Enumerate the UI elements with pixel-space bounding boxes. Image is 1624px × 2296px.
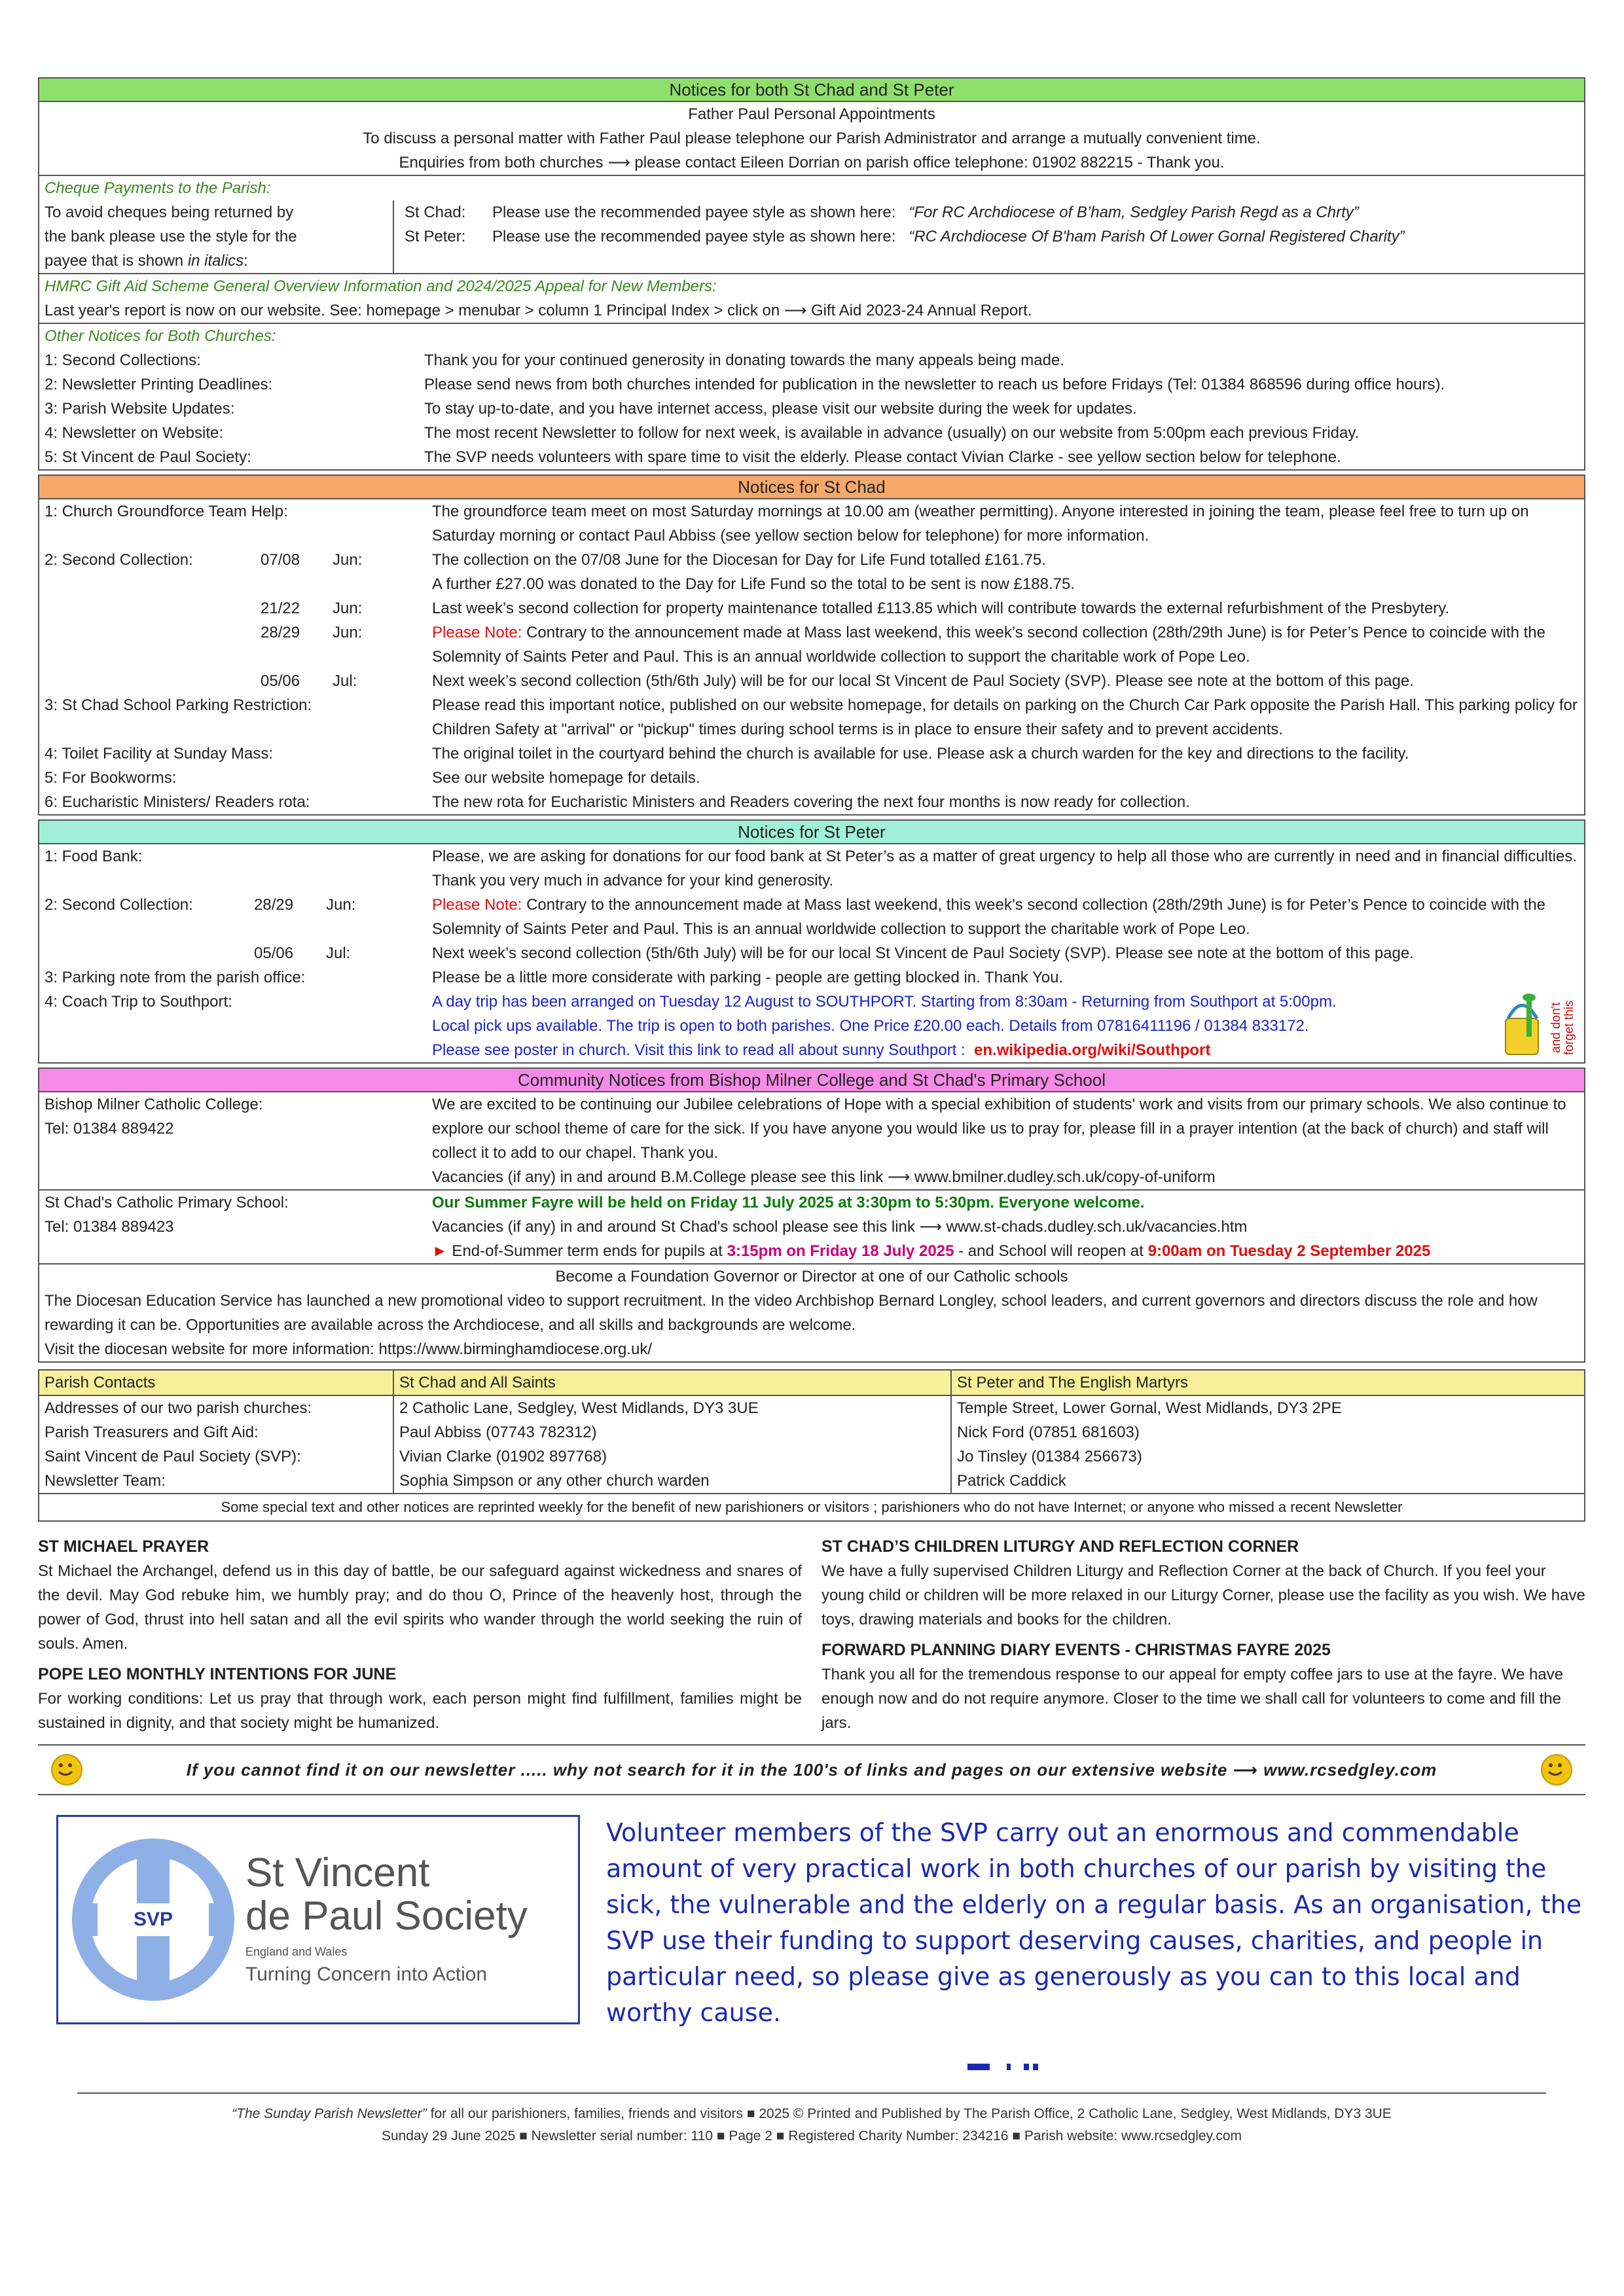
chad-school-section [39, 1191, 1584, 1265]
collection-month: Jun: [333, 551, 363, 569]
peter-collection-2 [39, 941, 1584, 965]
cheque-intro-line: payee that is shown in italics: [45, 252, 248, 270]
chad-collection-1 [39, 548, 1584, 596]
contact-label: Newsletter Team: [45, 1472, 166, 1490]
diocese-website-link[interactable]: Visit the diocesan website for more information: https://www.birminghamdiocese.org.uk/ [45, 1340, 652, 1358]
footer-newsletter-name: “The Sunday Parish Newsletter” [232, 2106, 427, 2121]
svp-logo-sub: England and Wales [245, 1945, 348, 1958]
milner-section [39, 1092, 1584, 1191]
cheque-section [39, 176, 1584, 274]
other-notice-label: 4: Newsletter on Website: [45, 424, 224, 442]
liturgy-corner-title: ST CHAD’S CHILDREN LITURGY AND REFLECTION CORNER [821, 1537, 1299, 1556]
chad-rota-text: The new rota for Eucharistic Ministers and Readers covering the next four months is now ready for collection. [432, 793, 1190, 811]
collection-text [432, 620, 1584, 669]
chad-school-contact [39, 1191, 432, 1263]
pope-intentions-text: For working conditions: Let us pray that through work, each person might find fulfillment, families might be sustained in dignity, and that society might be humanized. [38, 1690, 802, 1732]
collection-text: A further £27.00 was donated to the Day for Life Fund so the total to be sent is now £188.75. [432, 575, 1075, 593]
contact-chad: Sophia Simpson or any other church warden [393, 1469, 950, 1493]
left-column [38, 1535, 802, 1735]
chad-school-tel: Tel: 01384 889423 [45, 1218, 174, 1236]
svp-logo-line: St Vincent [245, 1850, 430, 1895]
milner-text-block [432, 1092, 1584, 1189]
chad-vacancies-link[interactable]: Vacancies (if any) in and around St Chad's school please see this link ⟶ www.st-chads.dudley.sch.uk/vacancies.htm [432, 1218, 1248, 1236]
both-churches-box [38, 77, 1585, 471]
other-notice-text: The SVP needs volunteers with spare time to visit the elderly. Please contact Vivian Clarke - see yellow section below for telephone. [424, 448, 1341, 466]
collection-date: 05/06 [261, 672, 300, 690]
payee-peter-label: St Peter: [405, 228, 466, 245]
chad-collection-title: 2: Second Collection: [45, 551, 193, 569]
chad-groundforce-label: 1: Church Groundforce Team Help: [45, 503, 288, 520]
st-chad-header: Notices for St Chad [39, 476, 1584, 499]
peter-parking [39, 965, 1584, 990]
other-notice-label: 3: Parish Website Updates: [45, 400, 235, 418]
chad-rota [39, 790, 1584, 814]
collection-text: Last week’s second collection for property maintenance totalled £113.85 which will contribute towards the external refurbishment of the Presbytery. [432, 600, 1450, 617]
svp-cross-icon [71, 1838, 235, 2001]
other-notice-text: To stay up-to-date, and you have internet access, please visit our website during the week for updates. [424, 400, 1137, 418]
smiley-icon [51, 1754, 82, 1785]
newsletter-page [38, 77, 1585, 2147]
contact-peter: Patrick Caddick [950, 1469, 1584, 1493]
svp-section [38, 1815, 1585, 2031]
chad-collection-label [39, 548, 432, 596]
chad-school-text-block [432, 1191, 1584, 1263]
term-end-date: 3:15pm on Friday 18 July 2025 [727, 1242, 954, 1260]
coach-line: A day trip has been arranged on Tuesday 12 August to SOUTHPORT. Starting from 8:30am - Returning from Southport at 5:00pm. [432, 993, 1337, 1011]
community-box [38, 1067, 1585, 1363]
other-notice-row [39, 445, 1584, 469]
cheque-intro-line: To avoid cheques being returned by [45, 204, 294, 221]
footer-line-1 [77, 2103, 1546, 2125]
governor-section [39, 1265, 1584, 1361]
svp-badge: SVP [133, 1909, 173, 1930]
chad-toilet [39, 742, 1584, 766]
st-peter-box [38, 819, 1585, 1064]
svp-appeal-text: Volunteer members of the SVP carry out an enormous and commendable amount of very practical work in both churches of our parish by visiting the sick, the vulnerable and the elderly on a regular basis. As an organisation, the SVP use their funding to support deserving causes, charities, and people in particular need, so please give as generously as you can to this local and worthy cause. [606, 1818, 1582, 2027]
diary-events-text: Thank you all for the tremendous response to our appeal for empty coffee jars to use at the fayre. We have enough now and do not require anymore. Closer to the time we shall call for volunteers to come and fill the jars. [821, 1666, 1564, 1732]
term-reopen-date: 9:00am on Tuesday 2 September 2025 [1147, 1242, 1431, 1260]
contact-label: Saint Vincent de Paul Society (SVP): [45, 1448, 301, 1465]
chad-collection-label [39, 596, 432, 620]
svp-logo [56, 1815, 580, 2024]
collection-date: 21/22 [261, 600, 300, 617]
southport-link[interactable]: en.wikipedia.org/wiki/Southport [974, 1041, 1211, 1059]
peter-collection-label [39, 893, 432, 941]
other-notice-label: 1: Second Collections: [45, 351, 201, 369]
peter-parking-label: 3: Parking note from the parish office: [45, 969, 306, 986]
payee-peter-text: Please use the recommended payee style as shown here: [492, 228, 896, 245]
chad-rota-label: 6: Eucharistic Ministers/ Readers rota: [45, 793, 310, 811]
contacts-header-peter: St Peter and The English Martyrs [950, 1371, 1584, 1396]
peter-collection-1 [39, 893, 1584, 941]
pope-intentions-title: POPE LEO MONTHLY INTENTIONS FOR JUNE [38, 1665, 397, 1683]
coach-link-intro: Please see poster in church. Visit this link to read all about sunny Southport : [432, 1041, 965, 1059]
cheque-intro [39, 200, 393, 273]
community-header: Community Notices from Bishop Milner College and St Chad's Primary School [39, 1069, 1584, 1092]
coach-line [432, 1038, 1473, 1062]
contact-chad: 2 Catholic Lane, Sedgley, West Midlands, DY3 3UE [393, 1396, 950, 1420]
reprint-note: Some special text and other notices are reprinted weekly for the benefit of new parishioners or visitors ; parishioners who do not have Internet; or anyone who missed a recent Newsletter [39, 1493, 1584, 1520]
collection-date: 07/08 [261, 551, 300, 569]
beach-bucket-icon [1500, 992, 1547, 1058]
payee-chad-style: “For RC Archdiocese of B’ham, Sedgley Parish Regd as a Chrty” [909, 204, 1359, 221]
appointments-section [39, 102, 1584, 176]
both-churches-header: Notices for both St Chad and St Peter [39, 79, 1584, 102]
contact-peter: Temple Street, Lower Gornal, West Midlands, DY3 2PE [950, 1396, 1584, 1420]
decorative-fragment [38, 2031, 1585, 2083]
contacts-header: Parish Contacts [39, 1371, 393, 1396]
dont-forget-note: and don't forget this [1549, 1000, 1576, 1055]
michael-prayer-title: ST MICHAEL PRAYER [38, 1537, 209, 1556]
collection-text: Next week’s second collection (5th/6th July) will be for our local St Vincent de Paul Society (SVP). Please see note at the bottom of this page. [432, 944, 1414, 962]
milner-text: We are excited to be continuing our Jubilee celebrations of Hope with a special exhibition of students' work and visits from our primary schools. We also continue to explore our school theme of care for the sick. If you have anyone you would like us to pray for, please fill in a prayer intention (at the back of church) and staff will collect it to add to our chapel. Thank you. [432, 1096, 1566, 1162]
liturgy-corner-text: We have a fully supervised Children Liturgy and Reflection Corner at the back of Church. If you feel your young child or children will be more relaxed in our Liturgy Corner, please use the facility as you wish. We have toys, drawing materials and books for the children. [821, 1562, 1585, 1628]
parish-contacts-table [38, 1369, 1585, 1522]
chad-toilet-label: 4: Toilet Facility at Sunday Mass: [45, 745, 274, 762]
other-notice-text: Please send news from both churches intended for publication in the newsletter to reach us before Fridays (Tel: 01384 868596 during office hours). [424, 376, 1445, 393]
svp-logo-line: de Paul Society [245, 1893, 528, 1939]
collection-month: Jul: [326, 944, 351, 962]
chad-books-label: 5: For Bookworms: [45, 769, 177, 787]
smiley-icon [1541, 1754, 1572, 1785]
chad-books [39, 766, 1584, 790]
gift-aid-title: HMRC Gift Aid Scheme General Overview Information and 2024/2025 Appeal for New Members: [45, 278, 717, 295]
chad-collection-label [39, 620, 432, 669]
other-notice-text: The most recent Newsletter to follow for next week, is available in advance (usually) on our website from 5:00pm each previous Friday. [424, 424, 1360, 442]
other-notice-row [39, 397, 1584, 421]
gift-aid-section [39, 274, 1584, 324]
peter-collection-label [39, 941, 432, 965]
peter-coach-label: 4: Coach Trip to Southport: [45, 993, 232, 1011]
contacts-grid [39, 1371, 1584, 1493]
appointments-enquiries: Enquiries from both churches ⟶ please contact Eileen Dorrian on parish office telephone: 01902 882215 - Thank you. [399, 154, 1225, 171]
chad-collection-4 [39, 669, 1584, 693]
search-banner [38, 1744, 1585, 1795]
collection-date: 28/29 [261, 624, 300, 641]
payee-peter-style: “RC Archdiocese Of B'ham Parish Of Lower Gornal Registered Charity” [909, 228, 1405, 245]
footer [77, 2092, 1546, 2147]
cheque-intro-text: payee that is shown [45, 252, 184, 270]
chad-school-name: St Chad's Catholic Primary School: [45, 1194, 289, 1211]
appointments-line: To discuss a personal matter with Father Paul please telephone our Parish Administrator and arrange a mutually convenient time. [363, 130, 1261, 147]
milner-name: Bishop Milner Catholic College: [45, 1096, 263, 1113]
cheque-title: Cheque Payments to the Parish: [45, 179, 271, 197]
peter-collection-title: 2: Second Collection: [45, 896, 193, 914]
michael-prayer-text: St Michael the Archangel, defend us in this day of battle, be our safeguard against wickedness and snares of the devil. May God rebuke him, we humbly pray; and do thou O, Prince of the heavenly host, through the power of God, thrust into hell satan and all the evil spirits who wander through the world seeking the ruin of souls. Amen. [38, 1562, 802, 1653]
payee-chad-label: St Chad: [405, 204, 466, 221]
peter-food-label: 1: Food Bank: [45, 848, 143, 865]
please-note: Please Note: [432, 896, 522, 914]
milner-vacancies-link[interactable]: Vacancies (if any) in and around B.M.College please see this link ⟶ www.bmilner.dudley.sch.uk/copy-of-uniform [432, 1168, 1216, 1186]
collection-note-text: Contrary to the announcement made at Mass last weekend, this week’s second collection (28th/29th June) is for Peter’s Pence to coincide with the Solemnity of Saints Peter and Paul. This is an annual worldwide collection to support the charitable work of Pope Leo. [432, 896, 1545, 938]
payee-peter [405, 224, 1579, 249]
other-notice-row [39, 348, 1584, 372]
term-dates [432, 1239, 1579, 1263]
other-notice-row [39, 372, 1584, 397]
chad-toilet-text: The original toilet in the courtyard behind the church is available for use. Please ask a church warden for the key and directions to the facility. [432, 745, 1409, 762]
milner-tel: Tel: 01384 889422 [45, 1120, 174, 1138]
summer-fayre-notice: Our Summer Fayre will be held on Friday 11 July 2025 at 3:30pm to 5:30pm. Everyone welcome. [432, 1194, 1145, 1211]
collection-date: 05/06 [254, 944, 294, 962]
st-peter-header: Notices for St Peter [39, 821, 1584, 844]
collection-month: Jul: [333, 672, 357, 690]
contact-peter: Nick Ford (07851 681603) [950, 1420, 1584, 1444]
collection-month: Jun: [333, 624, 363, 641]
other-notices-title: Other Notices for Both Churches: [45, 327, 276, 345]
bottom-columns [38, 1535, 1585, 1735]
collection-text [432, 893, 1584, 941]
collection-text: Next week’s second collection (5th/6th July) will be for our local St Vincent de Paul Society (SVP). Please see note at the bottom of this page. [432, 672, 1414, 690]
svp-logo-tagline: Turning Concern into Action [245, 1964, 488, 1985]
chad-parking [39, 693, 1584, 742]
gift-aid-text: Last year's report is now on our website. See: homepage > menubar > column 1 Principal Index > click on ⟶ Gift Aid 2023-24 Annual Report. [45, 302, 1032, 319]
search-banner-text: If you cannot find it on our newsletter ..... why not search for it in the 100's of links and pages on our extensive website ⟶ www.rcsedgley.com [186, 1759, 1437, 1780]
milner-contact [39, 1092, 432, 1189]
chad-groundforce [39, 499, 1584, 548]
collection-text: The collection on the 07/08 June for the Diocesan for Day for Life Fund totalled £161.75. [432, 551, 1046, 569]
term-text: End-of-Summer term ends for pupils at [447, 1242, 727, 1260]
peter-parking-text: Please be a little more considerate with parking - people are getting blocked in. Thank You. [432, 969, 1064, 986]
contact-label: Addresses of our two parish churches: [45, 1399, 312, 1417]
chad-collection-text [432, 548, 1584, 596]
right-column [821, 1535, 1585, 1735]
chad-books-text: See our website homepage for details. [432, 769, 700, 787]
peter-food [39, 844, 1584, 893]
cheque-payees [393, 200, 1584, 273]
coach-line: Local pick ups available. The trip is open to both parishes. One Price £20.00 each. Details from 07816411196 / 01384 833172. [432, 1017, 1309, 1035]
cheque-intro-italic: in italics [187, 252, 244, 270]
peter-coach [39, 990, 1584, 1062]
collection-month: Jun: [333, 600, 363, 617]
contact-peter: Jo Tinsley (01384 256673) [950, 1444, 1584, 1469]
other-notice-label: 5: St Vincent de Paul Society: [45, 448, 251, 466]
chad-parking-text: Please read this important notice, published on our website homepage, for details on parking on the Church Car Park opposite the Parish Hall. This parking policy for Children Safety at "arrival" or "pickup" times during school terms is in place to ensure their safety and to prevent accidents. [432, 696, 1578, 738]
collection-date: 28/29 [254, 896, 294, 914]
payee-chad-text: Please use the recommended payee style as shown here: [492, 204, 896, 221]
footer-publisher: for all our parishioners, families, friends and visitors ■ 2025 © Printed and Published by The Parish Office, 2 Catholic Lane, Sedgley, West Midlands, DY3 3UE [426, 2106, 1392, 2121]
collection-month: Jun: [326, 896, 356, 914]
chad-collection-3 [39, 620, 1584, 669]
other-notices-section [39, 324, 1584, 469]
chad-parking-label: 3: St Chad School Parking Restriction: [45, 696, 312, 714]
diary-events-title: FORWARD PLANNING DIARY EVENTS - CHRISTMAS FAYRE 2025 [821, 1641, 1331, 1659]
collection-note-text: Contrary to the announcement made at Mass last weekend, this week’s second collection (28th/29th June) is for Peter’s Pence to coincide with the Solemnity of Saints Peter and Paul. This is an annual worldwide collection to support the charitable work of Pope Leo. [432, 624, 1545, 666]
other-notice-text: Thank you for your continued generosity in donating towards the many appeals being made. [424, 351, 1064, 369]
st-chad-box [38, 475, 1585, 816]
peter-coach-text [432, 990, 1584, 1062]
chad-groundforce-text: The groundforce team meet on most Saturday mornings at 10.00 am (weather permitting). Anyone interested in joining the team, please feel free to turn up on Saturday morning or contact Paul Abbiss (see yellow section below for telephone) for more information. [432, 503, 1529, 545]
appointments-title: Father Paul Personal Appointments [688, 105, 935, 123]
contact-chad: Vivian Clarke (01902 897768) [393, 1444, 950, 1469]
governor-title: Become a Foundation Governor or Director at one of our Catholic schools [555, 1268, 1068, 1285]
peter-food-text: Please, we are asking for donations for our food bank at St Peter’s as a matter of great urgency to help all those who are currently in need and in financial difficulties. Thank you very much in advance for your kind generosity. [432, 848, 1578, 889]
other-notice-row [39, 421, 1584, 445]
other-notice-label: 2: Newsletter Printing Deadlines: [45, 376, 273, 393]
governor-text: The Diocesan Education Service has launched a new promotional video to support recruitment. In the video Archbishop Bernard Longley, school leaders, and current governors and directors discuss the role and how rewarding it can be. Opportunities are available across the Archdiocese, and all skills and backgrounds are welcome. [45, 1292, 1538, 1334]
chad-collection-label [39, 669, 432, 693]
contact-label: Parish Treasurers and Gift Aid: [45, 1424, 259, 1441]
cheque-intro-line: the bank please use the style for the [45, 228, 297, 245]
payee-chad [405, 200, 1579, 224]
svp-logo-text [245, 1852, 528, 1988]
footer-line-2: Sunday 29 June 2025 ■ Newsletter serial number: 110 ■ Page 2 ■ Registered Charity Number: 234216 ■ Parish website: www.rcsedgley.com [381, 2128, 1242, 2144]
contact-chad: Paul Abbiss (07743 782312) [393, 1420, 950, 1444]
arrow-icon: ► [432, 1242, 448, 1260]
chad-collection-2 [39, 596, 1584, 620]
contacts-header-chad: St Chad and All Saints [393, 1371, 950, 1396]
please-note: Please Note: [432, 624, 522, 641]
term-text: - and School will reopen at [954, 1242, 1148, 1260]
